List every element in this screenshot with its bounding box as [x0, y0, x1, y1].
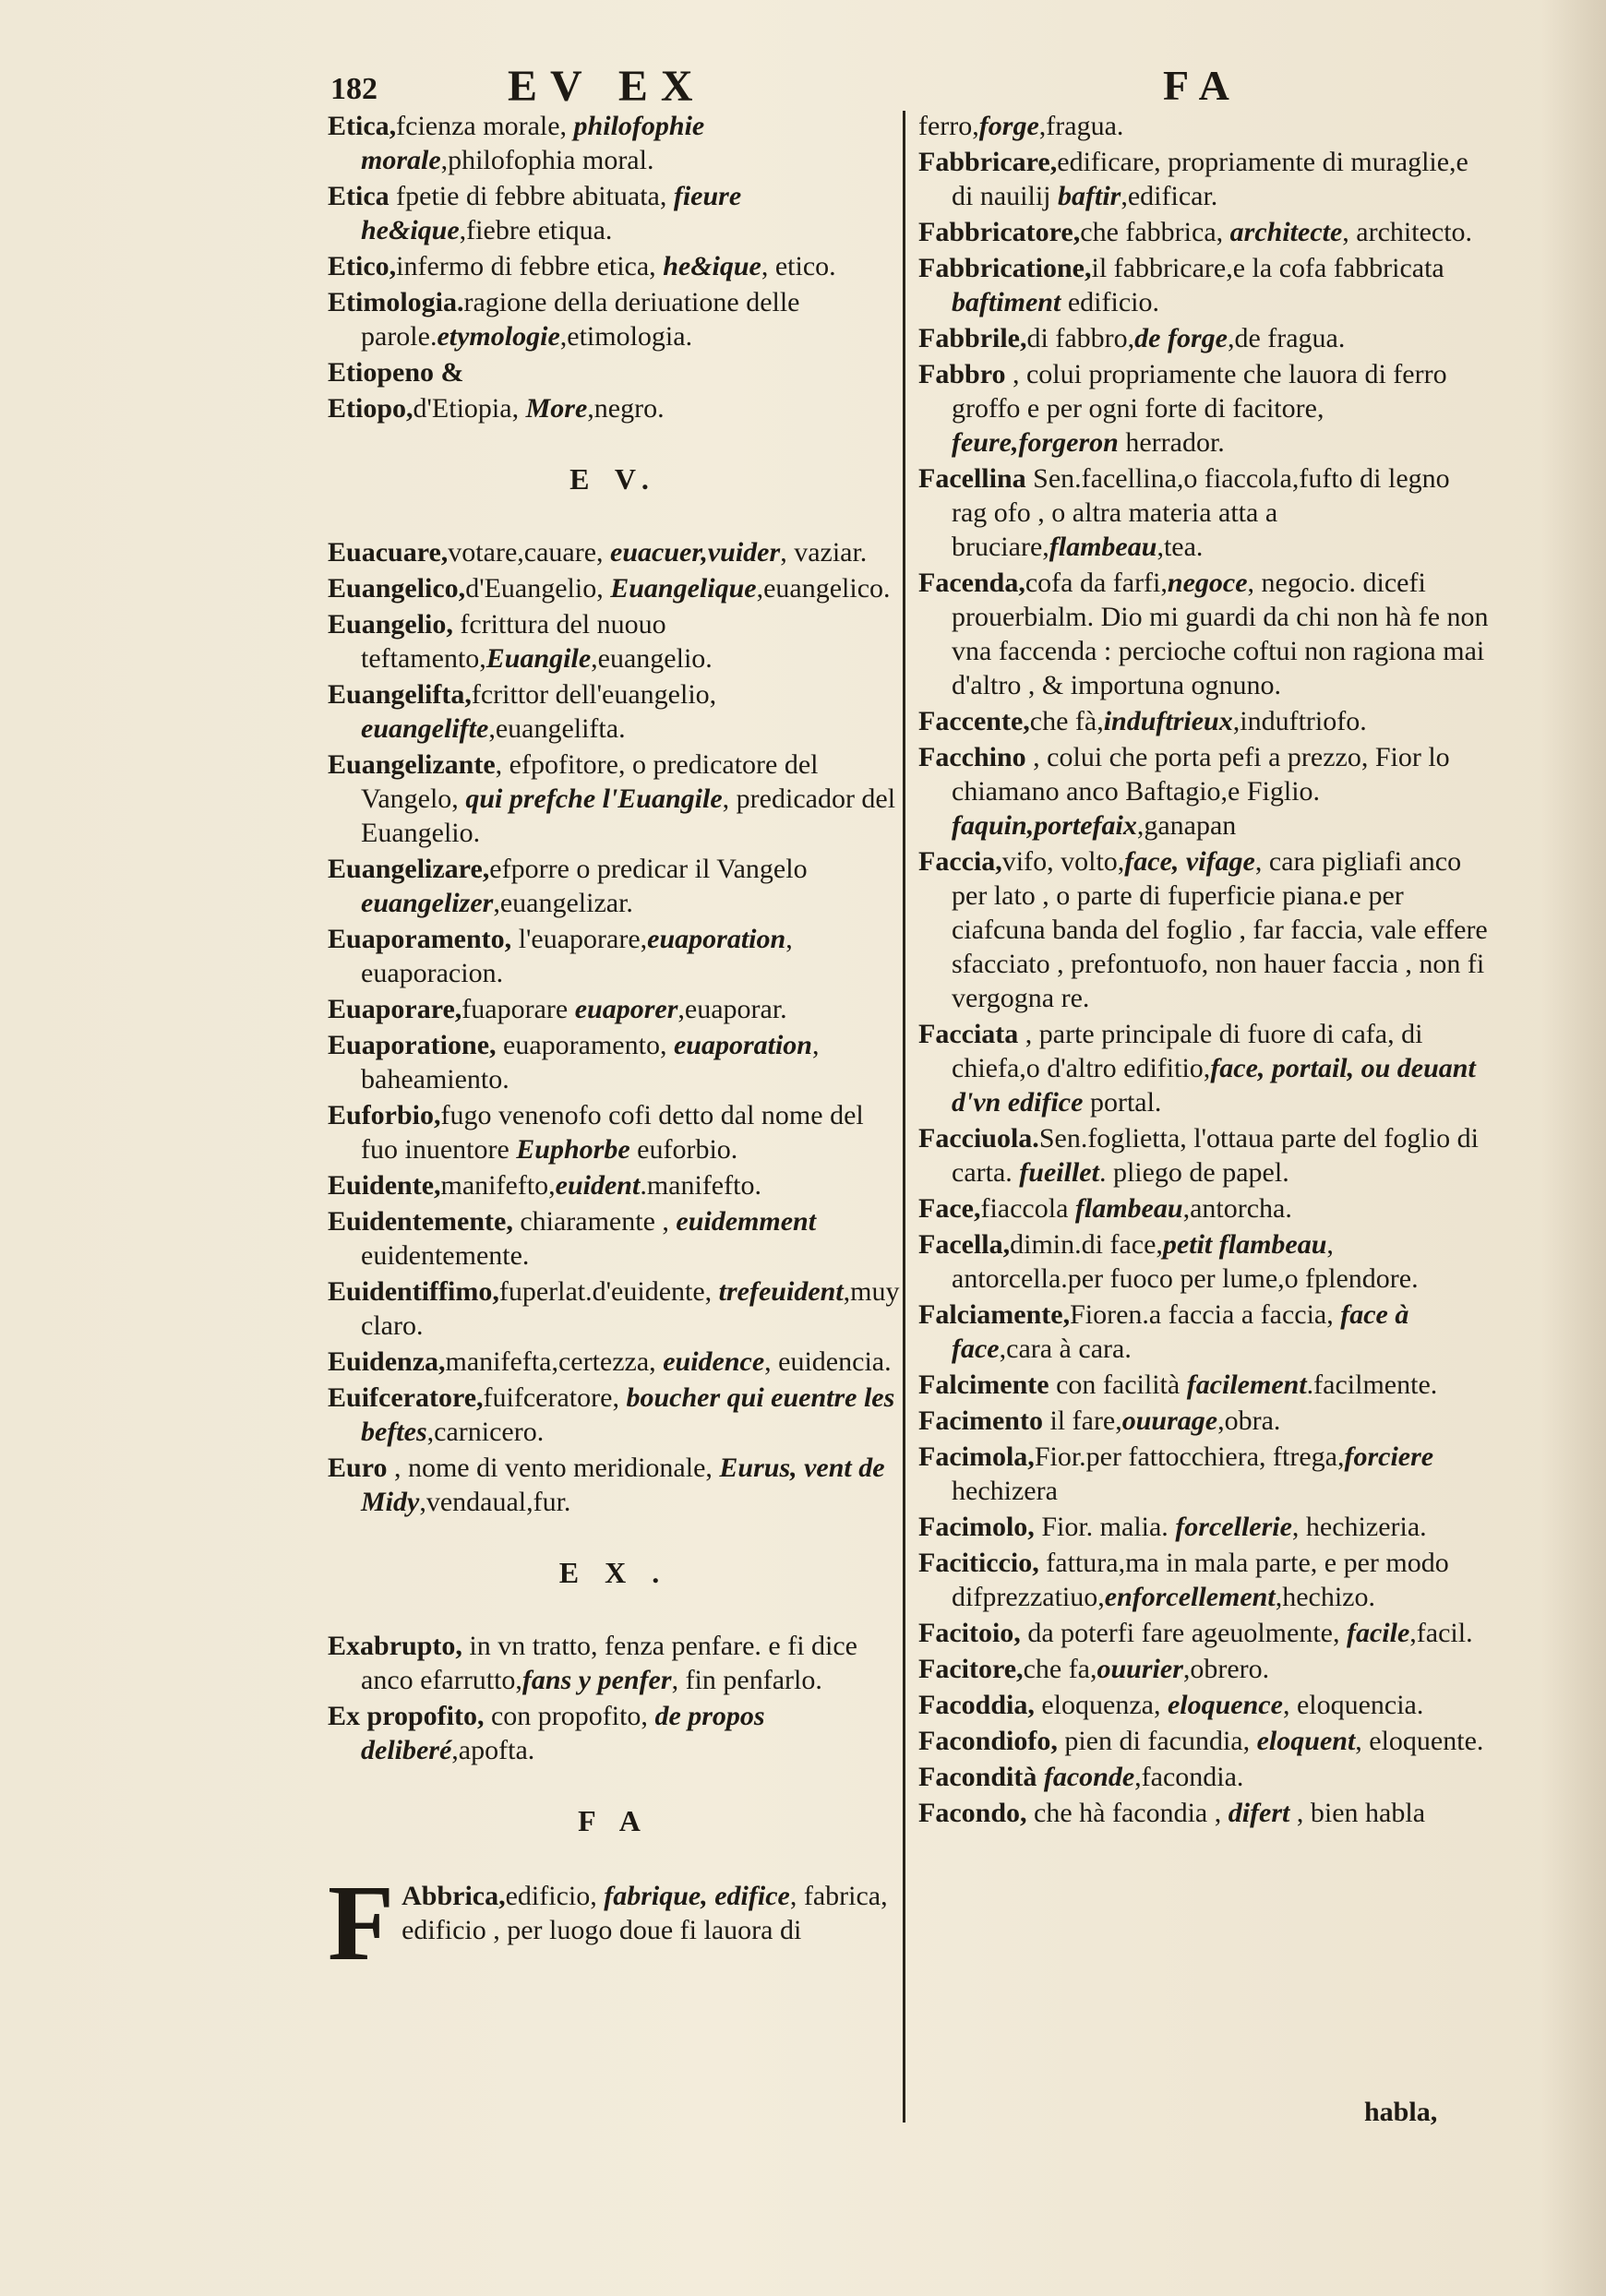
spanish-equivalent: ,euangelio. — [591, 643, 713, 674]
entry-definition: dimin.di face, — [1010, 1229, 1163, 1260]
spanish-equivalent: ,edificar. — [1121, 181, 1218, 211]
entry-headword: Falcimente — [918, 1369, 1049, 1400]
french-equivalent: de forge — [1134, 323, 1228, 353]
french-equivalent: facile — [1346, 1618, 1410, 1648]
right-column — [918, 109, 1491, 1832]
french-equivalent: difert — [1228, 1798, 1290, 1828]
drop-cap-initial: F — [328, 1862, 395, 1983]
entry-definition: infermo di febbre etica, — [396, 251, 664, 281]
column-divider — [903, 111, 905, 2123]
french-equivalent: flambeau — [1049, 532, 1157, 562]
spanish-equivalent: ,obrero. — [1182, 1654, 1270, 1684]
dictionary-entry — [328, 249, 900, 283]
entry-headword: Euidentiffimo, — [328, 1276, 499, 1307]
entry-headword: Euro — [328, 1453, 388, 1483]
spanish-equivalent: , hechizeria. — [1291, 1512, 1427, 1542]
spanish-equivalent: ,muy claro. — [361, 1276, 900, 1341]
entry-definition: , efpofitore, o predicatore del Vangelo, — [361, 749, 819, 814]
dictionary-entry — [328, 391, 900, 425]
entry-headword: Euaporatione, — [328, 1030, 497, 1060]
dictionary-entry — [328, 1381, 900, 1449]
dictionary-entry — [328, 1451, 900, 1519]
entry-definition: che hà facondia , — [1026, 1798, 1228, 1828]
french-equivalent: forciere — [1344, 1441, 1434, 1472]
spanish-equivalent: ,facondia. — [1134, 1762, 1244, 1792]
entry-headword: Etimologia. — [328, 287, 464, 317]
entry-definition: con propofito, — [484, 1701, 655, 1731]
french-equivalent: philofophie morale — [361, 111, 705, 175]
french-equivalent: feure,forgeron — [952, 427, 1119, 458]
entry-definition: euaporamento, — [496, 1030, 674, 1060]
entry-headword: Facchino — [918, 742, 1026, 772]
entry-definition: edificio, — [505, 1881, 605, 1911]
section-heading: E V. — [569, 462, 658, 496]
french-equivalent: baftir — [1058, 181, 1121, 211]
entry-headword: Facellina — [918, 463, 1026, 494]
spanish-equivalent: ,carnicero. — [426, 1417, 545, 1447]
spanish-equivalent: euidentemente. — [361, 1240, 530, 1271]
dictionary-entry — [328, 179, 900, 247]
spanish-equivalent: , negocio. dicefi prouerbialm. Dio mi guardi da chi non hà fe non vna faccenda : percioche coftui non ragiona mai d'altro , & importuna ognuno. — [952, 568, 1489, 700]
entry-definition: ferro, — [918, 111, 979, 141]
entry-headword: Facitoio, — [918, 1618, 1021, 1648]
spanish-equivalent: ,tea. — [1157, 532, 1204, 562]
spanish-equivalent: . pliego de papel. — [1098, 1157, 1289, 1188]
french-equivalent: eloquent — [1256, 1726, 1356, 1756]
dictionary-entry — [328, 1098, 900, 1166]
entry-definition: pien di facundia, — [1057, 1726, 1257, 1756]
dictionary-entry — [918, 1688, 1491, 1722]
french-equivalent: faconde — [1043, 1762, 1135, 1792]
entry-headword: Euforbio, — [328, 1100, 441, 1130]
dictionary-entry — [918, 215, 1491, 249]
entry-headword: Etiopo, — [328, 393, 413, 424]
entry-definition: fattura,ma in mala parte, e per modo difprezzatiuo, — [952, 1548, 1449, 1612]
french-equivalent: euidence — [663, 1346, 765, 1377]
french-equivalent: etymologie — [437, 321, 560, 352]
spanish-equivalent: , euaporacion. — [361, 924, 793, 988]
french-equivalent: face à face — [952, 1299, 1409, 1364]
dictionary-entry — [328, 922, 900, 990]
spanish-equivalent: , eloquente. — [1355, 1726, 1484, 1756]
entry-headword: Exabrupto, — [328, 1631, 462, 1661]
entry-definition: , colui propriamente che lauora di ferro groffo e per ogni forte di facitore, — [952, 359, 1447, 424]
spanish-equivalent: .manifefto. — [640, 1170, 761, 1201]
spanish-equivalent: , bien habla — [1289, 1798, 1426, 1828]
entry-headword: Faccente, — [918, 706, 1030, 736]
entry-definition: Sen.foglietta, l'ottaua parte del foglio di carta. — [952, 1123, 1479, 1188]
dictionary-entry — [918, 1017, 1491, 1119]
spanish-equivalent: , vaziar. — [780, 537, 868, 568]
spanish-equivalent: , predicador del Euangelio. — [361, 783, 896, 848]
dictionary-entry — [918, 1368, 1491, 1402]
entry-headword: Euifceratore, — [328, 1382, 484, 1413]
spanish-equivalent: hechizera — [952, 1476, 1058, 1506]
french-equivalent: Euangelique — [610, 573, 757, 604]
dictionary-entry — [328, 1274, 900, 1343]
entry-definition: fiaccola — [980, 1193, 1075, 1224]
entry-headword: Facimola, — [918, 1441, 1035, 1472]
dictionary-entry — [918, 1297, 1491, 1366]
spanish-equivalent: ,cara à cara. — [999, 1333, 1132, 1364]
dictionary-entry — [328, 1028, 900, 1096]
french-equivalent: More — [525, 393, 588, 424]
dictionary-entry — [918, 1546, 1491, 1614]
french-equivalent: face, portail, ou deuant d'vn edifice — [952, 1053, 1476, 1118]
dictionary-entry — [328, 355, 900, 389]
entry-headword: Facciata — [918, 1019, 1019, 1049]
entry-definition: con facilità — [1049, 1369, 1187, 1400]
entry-definition: Fior.per fattocchiera, ftrega, — [1034, 1441, 1345, 1472]
entry-definition: votare,cauare, — [448, 537, 611, 568]
dictionary-entry — [918, 461, 1491, 564]
spanish-equivalent: ,facil. — [1409, 1618, 1473, 1648]
dictionary-entry — [918, 251, 1491, 319]
spanish-equivalent: , baheamiento. — [361, 1030, 820, 1094]
spanish-equivalent: herrador. — [1118, 427, 1225, 458]
entry-definition: edificare, propriamente di muraglie,e di nauilij — [952, 147, 1468, 211]
entry-headword: Facitore, — [918, 1654, 1024, 1684]
spanish-equivalent: ,euangelico. — [756, 573, 891, 604]
dictionary-entry — [328, 1862, 900, 1983]
entry-headword: Facimento — [918, 1405, 1043, 1436]
french-equivalent: ouurier — [1097, 1654, 1183, 1684]
dictionary-entry — [328, 747, 900, 850]
entry-headword: Fabbricatore, — [918, 217, 1081, 247]
french-equivalent: faquin,portefaix — [952, 810, 1137, 841]
dictionary-entry — [918, 1760, 1491, 1794]
entry-headword: Fabbrile, — [918, 323, 1027, 353]
spanish-equivalent: ,apofta. — [451, 1735, 535, 1765]
entry-headword: Euidentemente, — [328, 1206, 513, 1237]
entry-headword: Euaporamento, — [328, 924, 512, 954]
spanish-equivalent: ,euangelifta. — [488, 713, 626, 744]
french-equivalent: eloquence — [1167, 1690, 1283, 1720]
entry-definition: vifo, volto, — [1001, 846, 1125, 877]
french-equivalent: euidemment — [676, 1206, 817, 1237]
french-equivalent: euacuer,vuider — [610, 537, 781, 568]
entry-definition: cofa da farfi, — [1025, 568, 1168, 598]
entry-headword: Faccia, — [918, 846, 1002, 877]
french-equivalent: Eurus, vent de Midy — [361, 1453, 885, 1517]
french-equivalent: trefeuident — [718, 1276, 844, 1307]
dictionary-entry — [918, 566, 1491, 702]
spanish-equivalent: edificio. — [1061, 287, 1159, 317]
dictionary-entry — [328, 1699, 900, 1767]
right-running-head: FA — [1163, 62, 1242, 109]
french-equivalent: flambeau — [1074, 1193, 1183, 1224]
entry-headword: Ex propofito, — [328, 1701, 485, 1731]
spanish-equivalent: , antorcella.per fuoco per lume,o fplendore. — [952, 1229, 1419, 1294]
french-equivalent: fieure he&ique — [361, 181, 742, 245]
spanish-equivalent: , eloquencia. — [1282, 1690, 1424, 1720]
entry-headword: Facella, — [918, 1229, 1011, 1260]
spanish-equivalent: ,de fragua. — [1227, 323, 1346, 353]
entry-headword: Falciamente, — [918, 1299, 1071, 1330]
french-equivalent: fueillet — [1019, 1157, 1099, 1188]
dictionary-entry — [328, 285, 900, 353]
french-equivalent: ouurage — [1121, 1405, 1218, 1436]
french-equivalent: negoce — [1167, 568, 1248, 598]
entry-definition: Sen.facellina,o fiaccola,fufto di legno rag ofo , o altra materia atta a bruciare, — [952, 463, 1450, 562]
french-equivalent: enforcellement — [1104, 1582, 1276, 1612]
entry-definition: fpetie di febbre abituata, — [396, 181, 674, 211]
french-equivalent: fans y penfer — [521, 1665, 672, 1695]
dictionary-entry — [328, 1345, 900, 1379]
french-equivalent: baftiment — [952, 287, 1061, 317]
french-equivalent: induftrieux — [1103, 706, 1233, 736]
drop-cap-entry-text — [402, 1877, 900, 1947]
french-equivalent: he&ique — [663, 251, 761, 281]
entry-headword: Facondità — [918, 1762, 1037, 1792]
entry-definition: efporre o predicar il Vangelo — [489, 854, 808, 884]
entry-headword: Euaporare, — [328, 994, 462, 1024]
entry-definition: ragione della deriuatione delle parole. — [361, 287, 800, 352]
entry-definition: eloquenza, — [1034, 1690, 1168, 1720]
entry-headword: Fabbro — [918, 359, 1006, 389]
dictionary-entry — [918, 145, 1491, 213]
entry-headword: Abbrica, — [402, 1881, 506, 1911]
entry-headword: Euangelifta, — [328, 679, 472, 710]
entry-headword: Face, — [918, 1193, 981, 1224]
dictionary-entry — [918, 1616, 1491, 1650]
spanish-equivalent: , euidencia. — [764, 1346, 892, 1377]
entry-definition: Fioren.a faccia a faccia, — [1070, 1299, 1341, 1330]
entry-headword: Euidente, — [328, 1170, 441, 1201]
entry-headword: Fabbricatione, — [918, 253, 1092, 283]
entry-definition: chiaramente , — [512, 1206, 677, 1237]
french-equivalent: euident — [555, 1170, 641, 1201]
entry-headword: Fabbricare, — [918, 147, 1058, 177]
entry-definition: fuaporare — [461, 994, 575, 1024]
spanish-equivalent: ,fiebre etiqua. — [459, 215, 613, 245]
entry-definition: che fa, — [1023, 1654, 1097, 1684]
dictionary-entry — [328, 109, 900, 177]
dictionary-entry — [918, 321, 1491, 355]
entry-headword: Etiopeno & — [328, 357, 464, 388]
french-equivalent: euaporation — [647, 924, 786, 954]
dictionary-entry — [918, 1440, 1491, 1508]
entry-definition: d'Euangelio, — [465, 573, 611, 604]
entry-headword: Euangelizante — [328, 749, 496, 780]
dictionary-entry — [918, 1191, 1491, 1226]
dictionary-entry — [328, 1629, 900, 1697]
spanish-equivalent: ,euangelizar. — [493, 888, 633, 918]
entry-headword: Euangelio, — [328, 609, 453, 640]
dictionary-entry — [918, 704, 1491, 738]
french-equivalent: petit flambeau — [1162, 1229, 1327, 1260]
french-equivalent: boucher qui euentre les beftes — [361, 1382, 895, 1447]
dictionary-entry — [328, 1204, 900, 1273]
page-number: 182 — [330, 72, 378, 106]
french-equivalent: architecte — [1229, 217, 1343, 247]
dictionary-entry — [328, 1168, 900, 1202]
spanish-equivalent: , etico. — [761, 251, 836, 281]
spanish-equivalent: ,euaporar. — [677, 994, 787, 1024]
spanish-equivalent: ,hechizo. — [1275, 1582, 1375, 1612]
entry-headword: Etica — [328, 181, 397, 211]
spanish-equivalent: ,vendaual,fur. — [419, 1487, 571, 1517]
entry-definition: fugo venenofo cofi detto dal nome del fuo inuentore — [361, 1100, 864, 1165]
entry-definition: il fabbricare,e la cofa fabbricata — [1091, 253, 1444, 283]
entry-definition: il fare, — [1042, 1405, 1122, 1436]
entry-definition: l'euaporare, — [511, 924, 648, 954]
spanish-equivalent: portal. — [1083, 1087, 1162, 1118]
entry-headword: Faciticcio, — [918, 1548, 1039, 1578]
dictionary-entry — [328, 535, 900, 569]
french-equivalent: facilement — [1186, 1369, 1307, 1400]
dictionary-entry — [328, 571, 900, 605]
spanish-equivalent: ,fragua. — [1038, 111, 1124, 141]
dictionary-entry — [328, 992, 900, 1026]
entry-headword: Etico, — [328, 251, 397, 281]
catchword: habla, — [1364, 2097, 1438, 2127]
spanish-equivalent: ,etimologia. — [559, 321, 693, 352]
entry-definition: d'Etiopia, — [413, 393, 526, 424]
entry-definition: , colui che porta pefi a prezzo, Fior lo chiamano anco Baftagio,e Figlio. — [952, 742, 1450, 807]
french-equivalent: euaporation — [673, 1030, 812, 1060]
entry-headword: Etica, — [328, 111, 397, 141]
entry-headword: Facciuola. — [918, 1123, 1039, 1154]
french-equivalent: de propos deliberé — [361, 1701, 765, 1765]
entry-definition: manifefto, — [440, 1170, 556, 1201]
left-column — [328, 109, 900, 1983]
dictionary-entry — [918, 1652, 1491, 1686]
entry-definition: che fà, — [1029, 706, 1104, 736]
dictionary-entry — [918, 844, 1491, 1015]
french-equivalent: qui prefche l'Euangile — [465, 783, 723, 814]
entry-definition: manifefta,certezza, — [445, 1346, 664, 1377]
spanish-equivalent: ,obra. — [1217, 1405, 1281, 1436]
entry-headword: Facenda, — [918, 568, 1025, 598]
dictionary-entry — [918, 1510, 1491, 1544]
entry-definition: , parte principale di fuore di cafa, di chiefa,o d'altro edifitio, — [952, 1019, 1423, 1083]
entry-definition: fuifceratore, — [483, 1382, 627, 1413]
entry-headword: Euacuare, — [328, 537, 449, 568]
french-equivalent: euaporer — [574, 994, 678, 1024]
dictionary-entry — [328, 677, 900, 746]
dictionary-entry — [918, 109, 1491, 143]
entry-headword: Euangelico, — [328, 573, 466, 604]
entry-definition: di fabbro, — [1026, 323, 1135, 353]
spanish-equivalent: .facilmente. — [1306, 1369, 1438, 1400]
french-equivalent: fabrique, edifice — [604, 1881, 790, 1911]
entry-definition: , nome di vento meridionale, — [387, 1453, 720, 1483]
entry-headword: Euidenza, — [328, 1346, 446, 1377]
spanish-equivalent: , cara pigliafi anco per lato , o parte di fuperficie piana.e per ciafcuna banda del foglio , far faccia, vale effere sfacciato , prefontuofo, non hauer faccia , non fi vergogna re. — [952, 846, 1488, 1013]
entry-headword: Facoddia, — [918, 1690, 1035, 1720]
entry-definition: Fior. malia. — [1034, 1512, 1176, 1542]
french-equivalent: forge — [978, 111, 1039, 141]
page-edge-shadow — [1541, 0, 1606, 2296]
dictionary-entry — [918, 357, 1491, 460]
french-equivalent: forcellerie — [1175, 1512, 1292, 1542]
section-heading: F A — [578, 1804, 650, 1837]
spanish-equivalent: , fin penfarlo. — [671, 1665, 822, 1695]
dictionary-entry — [918, 1404, 1491, 1438]
french-equivalent: Euphorbe — [516, 1134, 630, 1165]
spanish-equivalent: ,ganapan — [1136, 810, 1237, 841]
entry-headword: Euangelizare, — [328, 854, 490, 884]
left-running-head: EV EX — [508, 62, 706, 111]
entry-definition: che fabbrica, — [1080, 217, 1230, 247]
spanish-equivalent: ,antorcha. — [1182, 1193, 1292, 1224]
dictionary-entry — [918, 1724, 1491, 1758]
entry-headword: Facimolo, — [918, 1512, 1035, 1542]
spanish-equivalent: ,negro. — [587, 393, 665, 424]
dictionary-entry — [918, 1121, 1491, 1190]
spanish-equivalent: , fabrica, edificio , per luogo doue fi lauora di — [402, 1881, 888, 1945]
entry-definition — [1037, 1762, 1044, 1792]
french-equivalent: euangelifte — [361, 713, 489, 744]
entry-headword: Facondo, — [918, 1798, 1027, 1828]
spanish-equivalent: , architecto. — [1342, 217, 1473, 247]
entry-definition: in vn tratto, fenza penfare. e fi dice anco efarrutto, — [361, 1631, 857, 1695]
dictionary-entry — [328, 852, 900, 920]
spanish-equivalent: ,induftriofo. — [1232, 706, 1367, 736]
french-equivalent: Euangile — [485, 643, 592, 674]
entry-definition: fuperlat.d'euidente, — [498, 1276, 719, 1307]
section-heading: E X . — [558, 1556, 669, 1589]
dictionary-entry — [918, 740, 1491, 843]
entry-definition: da poterfi fare ageuolmente, — [1020, 1618, 1347, 1648]
spanish-equivalent: euforbio. — [629, 1134, 738, 1165]
entry-definition: fcienza morale, — [396, 111, 574, 141]
dictionary-entry — [328, 607, 900, 676]
french-equivalent: face, vifage — [1124, 846, 1255, 877]
entry-headword: Facondiofo, — [918, 1726, 1058, 1756]
dictionary-entry — [918, 1227, 1491, 1296]
dictionary-entry — [918, 1796, 1491, 1830]
spanish-equivalent: ,philofophia moral. — [440, 145, 654, 175]
entry-definition: fcrittor dell'euangelio, — [471, 679, 717, 710]
entry-definition: fcrittura del nuouo teftamento, — [361, 609, 666, 674]
french-equivalent: euangelizer — [361, 888, 494, 918]
